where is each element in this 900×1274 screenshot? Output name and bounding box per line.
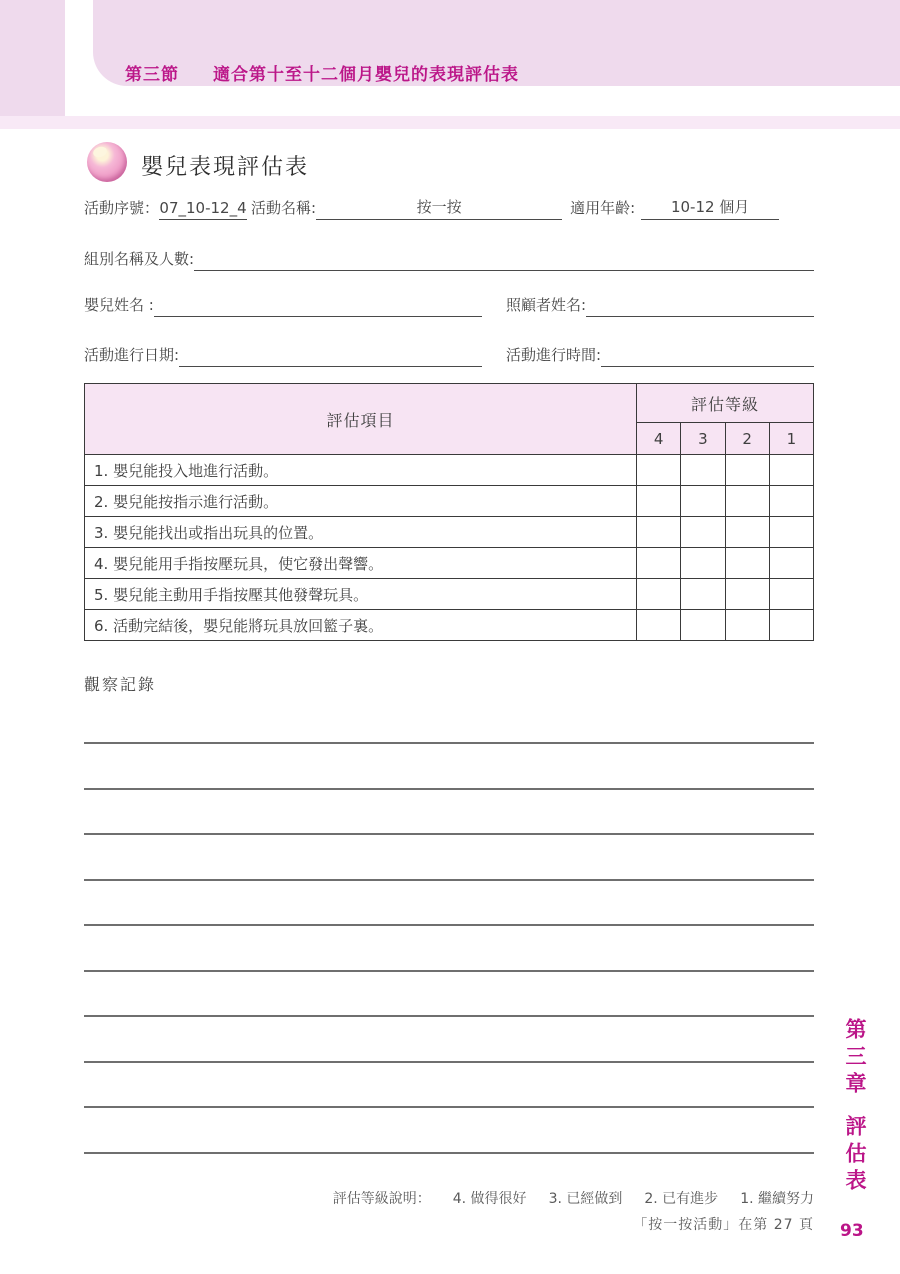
chapter-sub-label: 評估表 [843,1115,867,1196]
rating-checkbox-cell[interactable] [769,455,813,486]
rating-legend-item: 3. 已經做到 [548,1191,623,1207]
rating-level-cell: 2 [725,423,769,455]
rating-checkbox-cell[interactable] [681,548,725,579]
ruled-line[interactable] [84,924,814,926]
baby-name-label: 嬰兒姓名 : [84,296,154,314]
rating-legend-label: 評估等級說明： [332,1191,431,1207]
ruled-line[interactable] [84,1106,814,1108]
observation-label: 觀察記錄 [84,675,157,694]
rating-checkbox-cell[interactable] [725,517,769,548]
time-group [506,344,814,367]
table-row [85,486,814,517]
rating-checkbox-cell[interactable] [681,610,725,641]
date-group [84,344,482,367]
date-input-line[interactable] [179,346,482,367]
activity-no-label: 活動序號： [84,199,160,217]
date-label: 活動進行日期: [84,346,180,364]
age-label: 適用年齡: [570,199,636,217]
section-label: 第三節 [125,65,179,85]
ball-highlight [92,145,108,159]
assessment-item-cell: 4. 嬰兒能用手指按壓玩具，使它發出聲響。 [85,548,637,579]
table-row [85,610,814,641]
table-row [85,548,814,579]
assessment-item-cell: 5. 嬰兒能主動用手指按壓其他發聲玩具。 [85,579,637,610]
rating-legend-item: 4. 做得很好 [452,1191,527,1207]
time-label: 活動進行時間: [506,346,602,364]
rating-legend-item: 2. 已有進步 [644,1191,719,1207]
chapter-side-tab [842,1018,868,1196]
ruled-line[interactable] [84,970,814,972]
ruled-line[interactable] [84,879,814,881]
rating-checkbox-cell[interactable] [637,486,681,517]
rating-checkbox-cell[interactable] [769,610,813,641]
chapter-label: 第三章 [843,1018,867,1099]
group-label: 組別名稱及人數: [84,250,195,268]
rating-checkbox-cell[interactable] [769,486,813,517]
rating-checkbox-cell[interactable] [725,455,769,486]
rating-checkbox-cell[interactable] [769,579,813,610]
field-row-activity [84,196,814,220]
ruled-line[interactable] [84,833,814,835]
form-title: 嬰兒表現評估表 [141,155,310,180]
rating-legend [84,1188,814,1208]
activity-name-label: 活動名稱: [251,199,317,217]
field-row-group [84,248,814,271]
rating-checkbox-cell[interactable] [681,455,725,486]
assessment-table [84,383,814,641]
rating-checkbox-cell[interactable] [681,579,725,610]
activity-reference: 「按一按活動」在第 27 頁 [633,1217,814,1233]
rating-checkbox-cell[interactable] [725,486,769,517]
rating-level-cell: 1 [769,423,813,455]
activity-no-value[interactable]: 07_10-12_4 [159,199,247,220]
field-row-names [84,294,814,317]
table-row [85,579,814,610]
rating-checkbox-cell[interactable] [769,548,813,579]
field-row-datetime [84,344,814,367]
item-header-cell: 評估項目 [85,384,637,455]
time-input-line[interactable] [601,346,814,367]
rating-checkbox-cell[interactable] [637,517,681,548]
caregiver-input-line[interactable] [586,296,814,317]
rating-checkbox-cell[interactable] [725,548,769,579]
rating-level-cell: 3 [681,423,725,455]
rating-legend-item: 1. 繼續努力 [740,1191,814,1207]
section-title: 適合第十至十二個月嬰兒的表現評估表 [213,65,519,85]
rating-checkbox-cell[interactable] [681,517,725,548]
rating-checkbox-cell[interactable] [725,579,769,610]
table-row [85,455,814,486]
table-row [85,517,814,548]
assessment-item-cell: 3. 嬰兒能找出或指出玩具的位置。 [85,517,637,548]
rating-checkbox-cell[interactable] [637,548,681,579]
rating-checkbox-cell[interactable] [637,579,681,610]
caregiver-label: 照顧者姓名: [506,296,587,314]
rating-checkbox-cell[interactable] [637,455,681,486]
banner-left-block [0,0,65,116]
age-value[interactable]: 10-12 個月 [641,196,779,220]
banner-pale-strip [0,116,900,129]
rating-checkbox-cell[interactable] [637,610,681,641]
caregiver-group [506,294,814,317]
rating-header-cell: 評估等級 [637,384,814,423]
ruled-line[interactable] [84,788,814,790]
ruled-line[interactable] [84,1061,814,1063]
assessment-item-cell: 6. 活動完結後，嬰兒能將玩具放回籃子裏。 [85,610,637,641]
rating-checkbox-cell[interactable] [769,517,813,548]
rating-checkbox-cell[interactable] [725,610,769,641]
ruled-line[interactable] [84,1152,814,1154]
section-heading [125,60,519,85]
activity-name-value[interactable]: 按一按 [316,196,562,220]
group-input-line[interactable] [194,250,814,271]
ruled-line[interactable] [84,1015,814,1017]
assessment-item-cell: 2. 嬰兒能按指示進行活動。 [85,486,637,517]
assessment-item-cell: 1. 嬰兒能投入地進行活動。 [85,455,637,486]
ruled-line[interactable] [84,742,814,744]
page-number: 93 [840,1221,864,1241]
pink-ball-icon [87,142,127,182]
baby-name-group [84,294,482,317]
baby-name-input-line[interactable] [154,296,482,317]
rating-level-cell: 4 [637,423,681,455]
rating-checkbox-cell[interactable] [681,486,725,517]
